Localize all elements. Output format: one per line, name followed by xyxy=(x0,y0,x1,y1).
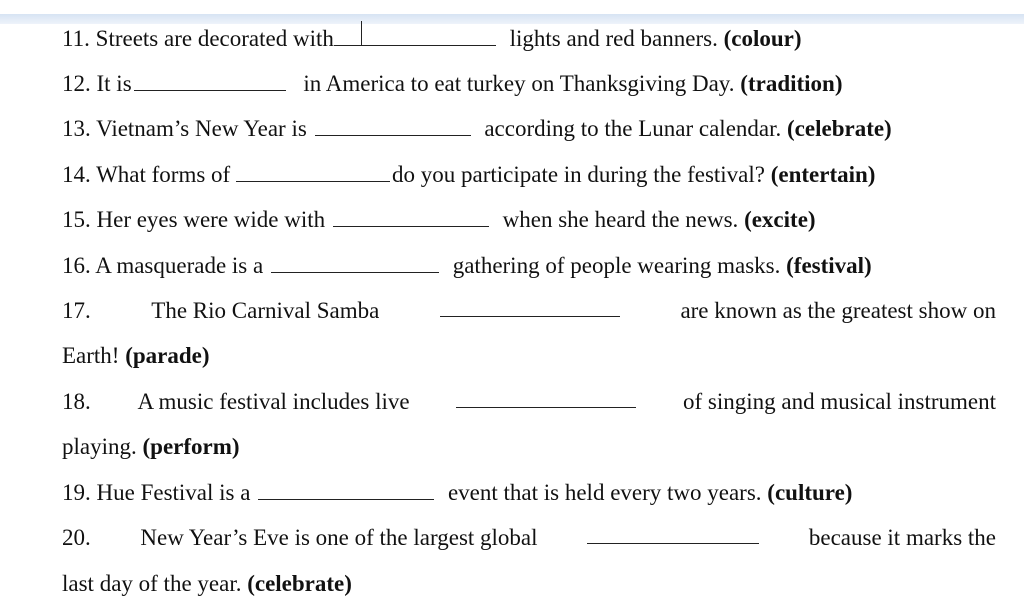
exercise-item-13 xyxy=(62,114,892,144)
item-number: 15. xyxy=(62,207,91,232)
answer-blank[interactable] xyxy=(587,523,759,544)
item-text-after: are known as the greatest show on xyxy=(680,298,996,323)
item-text-after: event that is held every two years. xyxy=(447,480,762,505)
item-number: 12. xyxy=(62,71,91,96)
exercise-item-17 xyxy=(62,296,996,326)
item-text-continuation: last day of the year. xyxy=(62,571,242,596)
exercise-item-20-continued xyxy=(62,569,352,599)
exercise-item-17-continued xyxy=(62,341,210,371)
item-text-before: A masquerade is a xyxy=(95,253,264,278)
item-hint: (excite) xyxy=(744,207,816,232)
exercise-item-18-continued xyxy=(62,432,240,462)
item-text-before: Hue Festival is a xyxy=(96,480,251,505)
exercise-item-15 xyxy=(62,205,816,235)
answer-blank[interactable] xyxy=(456,387,636,408)
item-number: 13. xyxy=(62,116,91,141)
item-text-after: because it marks the xyxy=(808,525,996,550)
item-hint: (festival) xyxy=(786,253,872,278)
item-text-continuation: Earth! xyxy=(62,343,120,368)
item-text-after: in America to eat turkey on Thanksgiving Day. xyxy=(303,71,735,96)
item-number: 17. xyxy=(62,298,91,323)
item-hint: (parade) xyxy=(125,343,210,368)
item-number: 20. xyxy=(62,525,91,550)
item-hint: (celebrate) xyxy=(787,116,892,141)
item-text-before: A music festival includes live xyxy=(137,389,410,414)
exercise-item-19 xyxy=(62,478,852,508)
item-text-after: of singing and musical instrument xyxy=(682,389,996,414)
item-text-before: The Rio Carnival Samba xyxy=(151,298,380,323)
item-text-after: lights and red banners. xyxy=(509,26,718,51)
answer-blank[interactable] xyxy=(236,161,390,182)
answer-blank[interactable] xyxy=(333,206,489,227)
exercise-item-12 xyxy=(62,69,843,99)
answer-blank[interactable] xyxy=(334,25,496,46)
exercise-item-16 xyxy=(62,251,872,281)
item-text-continuation: playing. xyxy=(62,434,137,459)
answer-blank[interactable] xyxy=(271,252,439,273)
item-hint: (culture) xyxy=(767,480,853,505)
item-number: 16. xyxy=(62,253,91,278)
item-text-after: gathering of people wearing masks. xyxy=(452,253,781,278)
item-hint: (colour) xyxy=(723,26,802,51)
exercise-item-20 xyxy=(62,523,996,553)
item-text-after: when she heard the news. xyxy=(502,207,739,232)
item-text-before: What forms of xyxy=(96,162,231,187)
item-text-before: New Year’s Eve is one of the largest global xyxy=(140,525,538,550)
exercise-item-11 xyxy=(62,24,802,54)
item-number: 14. xyxy=(62,162,91,187)
answer-blank[interactable] xyxy=(315,115,471,136)
item-hint: (entertain) xyxy=(770,162,876,187)
exercise-item-14 xyxy=(62,160,875,190)
item-number: 18. xyxy=(62,389,91,414)
item-text-before: It is xyxy=(96,71,132,96)
item-number: 11. xyxy=(62,26,90,51)
item-text-before: Vietnam’s New Year is xyxy=(96,116,307,141)
item-text-after: do you participate in during the festival? xyxy=(391,162,765,187)
item-hint: (celebrate) xyxy=(247,571,352,596)
item-text-before: Her eyes were wide with xyxy=(96,207,326,232)
answer-blank[interactable] xyxy=(440,296,620,317)
answer-blank[interactable] xyxy=(258,479,434,500)
item-text-after: according to the Lunar calendar. xyxy=(484,116,782,141)
item-number: 19. xyxy=(62,480,91,505)
item-hint: (perform) xyxy=(142,434,240,459)
exercise-item-18 xyxy=(62,387,996,417)
item-hint: (tradition) xyxy=(740,71,843,96)
answer-blank[interactable] xyxy=(134,70,286,91)
item-text-before: Streets are decorated with xyxy=(95,26,334,51)
